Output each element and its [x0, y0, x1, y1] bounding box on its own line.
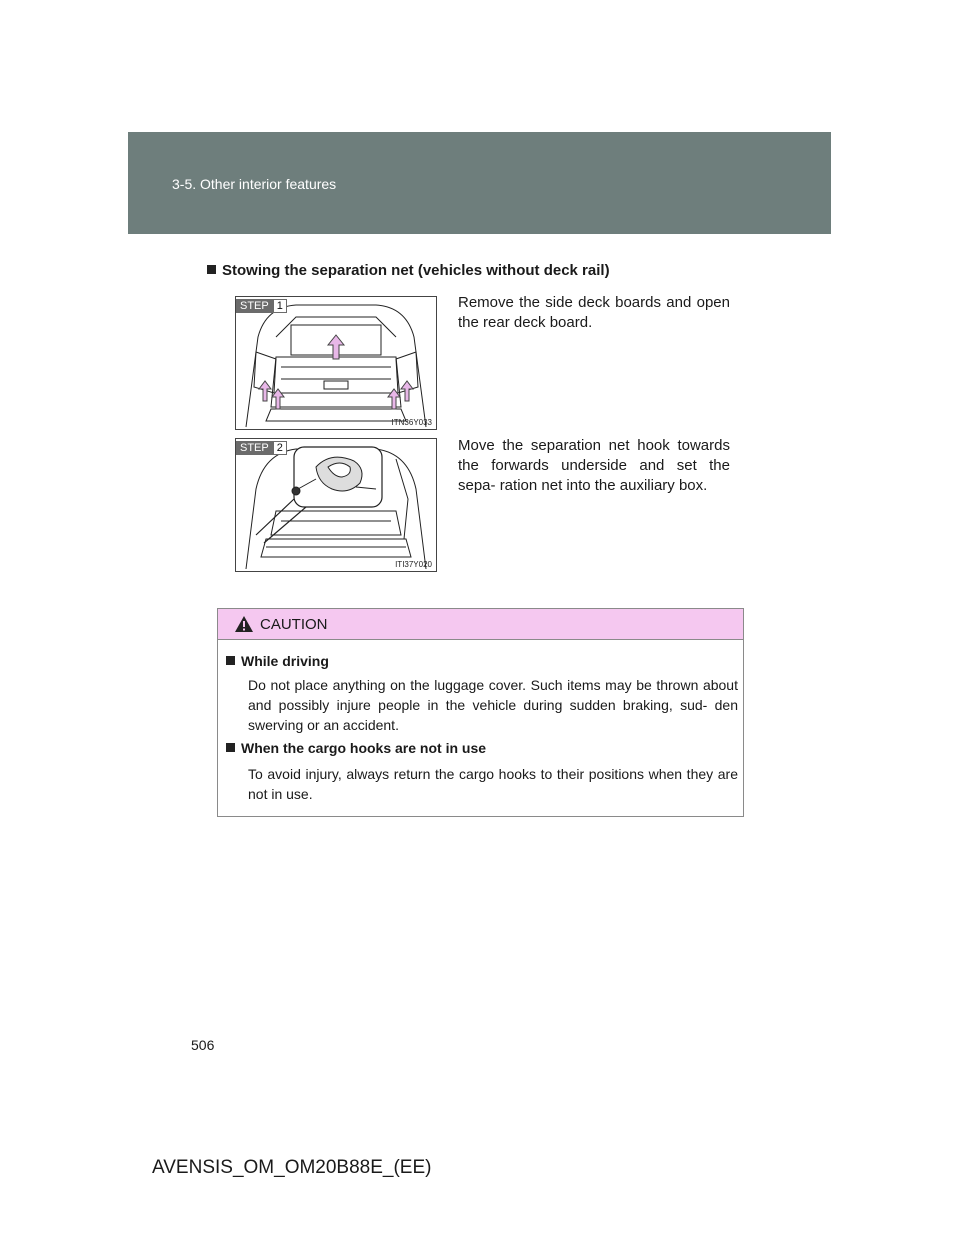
- square-bullet-icon: [226, 743, 235, 752]
- section-heading: [207, 262, 610, 279]
- chapter-header: [128, 132, 831, 234]
- figure-code: ITI37Y020: [395, 560, 432, 569]
- caution-title: CAUTION: [260, 616, 328, 633]
- warning-icon: [234, 615, 254, 633]
- step1-text: Remove the side deck boards and open the rear deck board.: [458, 294, 730, 331]
- page-number: 506: [191, 1037, 215, 1053]
- document-id-footer: AVENSIS_OM_OM20B88E_(EE): [152, 1157, 432, 1178]
- caution-item-title: When the cargo hooks are not in use: [226, 740, 486, 756]
- caution-item-body: To avoid injury, always return the cargo hooks to their positions when they are not in use.: [248, 766, 738, 802]
- caution-item-title: While driving: [226, 653, 329, 669]
- square-bullet-icon: [207, 265, 216, 274]
- step2-illustration: [235, 438, 437, 572]
- step1-illustration: [235, 296, 437, 430]
- auxiliary-box-drawing: [236, 439, 436, 571]
- section-title: 3-5. Other interior features: [172, 176, 337, 192]
- heading-text: Stowing the separation net (vehicles without deck rail): [222, 262, 610, 279]
- caution-item-body: Do not place anything on the luggage cover. Such items may be thrown about and possibly injure people in the vehicle during sudden braking, sud- den swerving or an accident.: [248, 677, 738, 733]
- caution-box: [217, 608, 744, 817]
- step2-text: Move the separation net hook towards the forwards underside and set the sepa- ration net into the auxiliary box.: [458, 437, 730, 494]
- luggage-area-drawing: [236, 297, 436, 429]
- square-bullet-icon: [226, 656, 235, 665]
- step-badge: STEP 1: [236, 299, 287, 313]
- figure-code: ITN36Y033: [391, 418, 432, 427]
- caution-header: [218, 609, 743, 640]
- step-badge: STEP 2: [236, 441, 287, 455]
